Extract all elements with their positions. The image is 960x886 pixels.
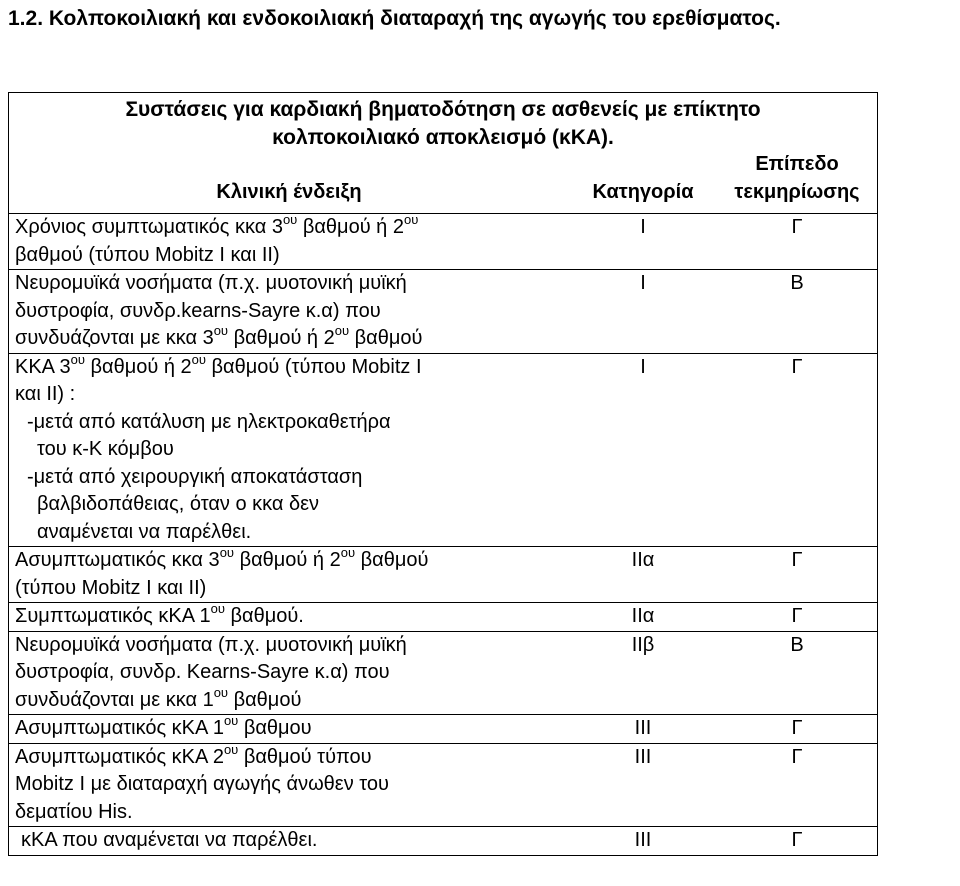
table-row bbox=[9, 715, 878, 744]
indication-cell bbox=[9, 741, 569, 827]
table-row bbox=[9, 351, 878, 548]
header-evidence-line: Επίπεδο bbox=[755, 153, 839, 175]
indication-line: Mobitz I με διαταραχή αγωγής άνωθεν του bbox=[15, 773, 389, 795]
indication-line bbox=[15, 603, 569, 631]
indication-line bbox=[15, 684, 569, 715]
table-caption bbox=[9, 93, 878, 151]
text: βαθμού ή 2 bbox=[297, 216, 404, 238]
indication-line: και II) : bbox=[15, 383, 76, 405]
pacing-recommendations-table bbox=[8, 92, 878, 856]
text: Ασυμπτωματικός κΚΑ 1 bbox=[15, 717, 224, 739]
superscript: ου bbox=[404, 212, 419, 227]
indication-line: δεματίου His. bbox=[15, 800, 133, 823]
text: βαθμού bbox=[355, 549, 429, 571]
text: Ασυμπτωματικός κΚΑ 2 bbox=[15, 745, 224, 768]
indication-line: βαλβιδοπάθειας, όταν ο κκα δεν bbox=[37, 493, 320, 515]
indication-line bbox=[15, 715, 569, 743]
header-indication: Κλινική ένδειξη bbox=[216, 181, 362, 203]
category-cell: I bbox=[640, 272, 646, 294]
indication-line: βαθμού (τύπου Mobitz I και II) bbox=[15, 243, 280, 266]
evidence-cell: Γ bbox=[791, 605, 803, 627]
indication-cell bbox=[9, 214, 569, 269]
text: βαθμού ή 2 bbox=[228, 327, 335, 349]
evidence-cell: Γ bbox=[791, 717, 803, 739]
text: βαθμού. bbox=[224, 605, 304, 627]
category-cell: III bbox=[634, 829, 652, 851]
text: βαθμου bbox=[238, 717, 312, 739]
indication-line bbox=[15, 741, 569, 772]
evidence-cell: Γ bbox=[791, 355, 803, 378]
text: συνδυάζονται με κκα 3 bbox=[15, 327, 214, 349]
indication-line: αναμένεται να παρέλθει. bbox=[37, 520, 252, 543]
indication-cell bbox=[9, 827, 569, 855]
section-heading: 1.2. Κολποκοιλιακή και ενδοκοιλιακή διαταραχή της αγωγής του ερεθίσματος. bbox=[8, 7, 781, 30]
superscript: ου bbox=[70, 351, 85, 367]
text: Ασυμπτωματικός κκα 3 bbox=[15, 549, 220, 571]
caption-line: κολποκοιλιακό αποκλεισμό (κΚΑ). bbox=[272, 126, 614, 149]
superscript: ου bbox=[219, 545, 235, 560]
evidence-cell: Γ bbox=[791, 216, 803, 238]
category-cell: I bbox=[640, 355, 646, 378]
text: βαθμού τύπου bbox=[238, 745, 372, 768]
indication-line bbox=[15, 325, 569, 353]
text: βαθμού (τύπου Mobitz I bbox=[206, 355, 422, 378]
indication-cell bbox=[9, 351, 569, 547]
table-row bbox=[9, 547, 878, 603]
indication-line bbox=[15, 351, 569, 382]
text: βαθμού ή 2 bbox=[84, 355, 192, 378]
text: βαθμού bbox=[228, 688, 302, 711]
indication-cell bbox=[9, 603, 569, 631]
evidence-cell: Β bbox=[790, 272, 804, 294]
superscript: ου bbox=[340, 545, 356, 560]
text: βαθμού bbox=[349, 327, 423, 349]
indication-line bbox=[15, 214, 569, 242]
indication-line: -μετά από χειρουργική αποκατάσταση bbox=[27, 465, 363, 488]
indication-line: κΚΑ που αναμένεται να παρέλθει. bbox=[21, 829, 318, 851]
category-cell: III bbox=[634, 745, 652, 768]
superscript: ου bbox=[213, 323, 229, 338]
category-cell: IIα bbox=[631, 549, 655, 571]
header-evidence-line: τεκμηρίωσης bbox=[734, 180, 860, 203]
table-row bbox=[9, 270, 878, 354]
indication-line: Νευρομυϊκά νοσήματα (π.χ. μυοτονική μυϊκή bbox=[15, 633, 407, 656]
superscript: ου bbox=[223, 713, 239, 728]
indication-cell bbox=[9, 715, 569, 743]
superscript: ου bbox=[334, 323, 350, 338]
table-row bbox=[9, 741, 878, 828]
indication-cell bbox=[9, 270, 569, 353]
indication-line: δυστροφία, συνδρ.kearns-Sayre κ.α) που bbox=[15, 299, 381, 322]
text: βαθμού ή 2 bbox=[234, 549, 341, 571]
indication-line: -μετά από κατάλυση με ηλεκτροκαθετήρα bbox=[27, 410, 391, 433]
header-evidence bbox=[717, 151, 877, 213]
table-row bbox=[9, 632, 878, 716]
category-cell: I bbox=[640, 216, 646, 238]
header-category: Κατηγορία bbox=[592, 181, 694, 203]
text: ΚΚΑ 3 bbox=[15, 355, 71, 378]
indication-line: (τύπου Mobitz I και II) bbox=[15, 576, 207, 599]
table-header-row bbox=[9, 151, 878, 214]
evidence-cell: Γ bbox=[791, 549, 803, 571]
indication-line bbox=[15, 547, 569, 575]
text: συνδυάζονται με κκα 1 bbox=[15, 688, 214, 711]
indication-line: δυστροφία, συνδρ. Kearns-Sayre κ.α) που bbox=[15, 661, 390, 683]
indication-cell bbox=[9, 547, 569, 602]
table-row bbox=[9, 603, 878, 632]
superscript: ου bbox=[213, 684, 229, 700]
superscript: ου bbox=[210, 601, 225, 616]
category-cell: IIβ bbox=[631, 633, 655, 656]
text: Συμπτωματικός κΚΑ 1 bbox=[15, 605, 211, 627]
category-cell: IIα bbox=[631, 605, 655, 627]
evidence-cell: Γ bbox=[791, 829, 803, 851]
superscript: ου bbox=[191, 351, 206, 367]
category-cell: III bbox=[634, 717, 652, 739]
table-row bbox=[9, 827, 878, 856]
superscript: ου bbox=[223, 741, 239, 757]
text: Χρόνιος συμπτωματικός κκα 3 bbox=[15, 216, 283, 238]
evidence-cell: Β bbox=[790, 633, 804, 656]
superscript: ου bbox=[282, 212, 298, 227]
evidence-cell: Γ bbox=[791, 745, 803, 768]
indication-line: Νευρομυϊκά νοσήματα (π.χ. μυοτονική μυϊκή bbox=[15, 272, 407, 294]
indication-line: του κ-Κ κόμβου bbox=[37, 438, 174, 460]
table-row bbox=[9, 214, 878, 270]
caption-line: Συστάσεις για καρδιακή βηματοδότηση σε ασθενείς με επίκτητο bbox=[125, 98, 761, 121]
indication-cell bbox=[9, 632, 569, 715]
